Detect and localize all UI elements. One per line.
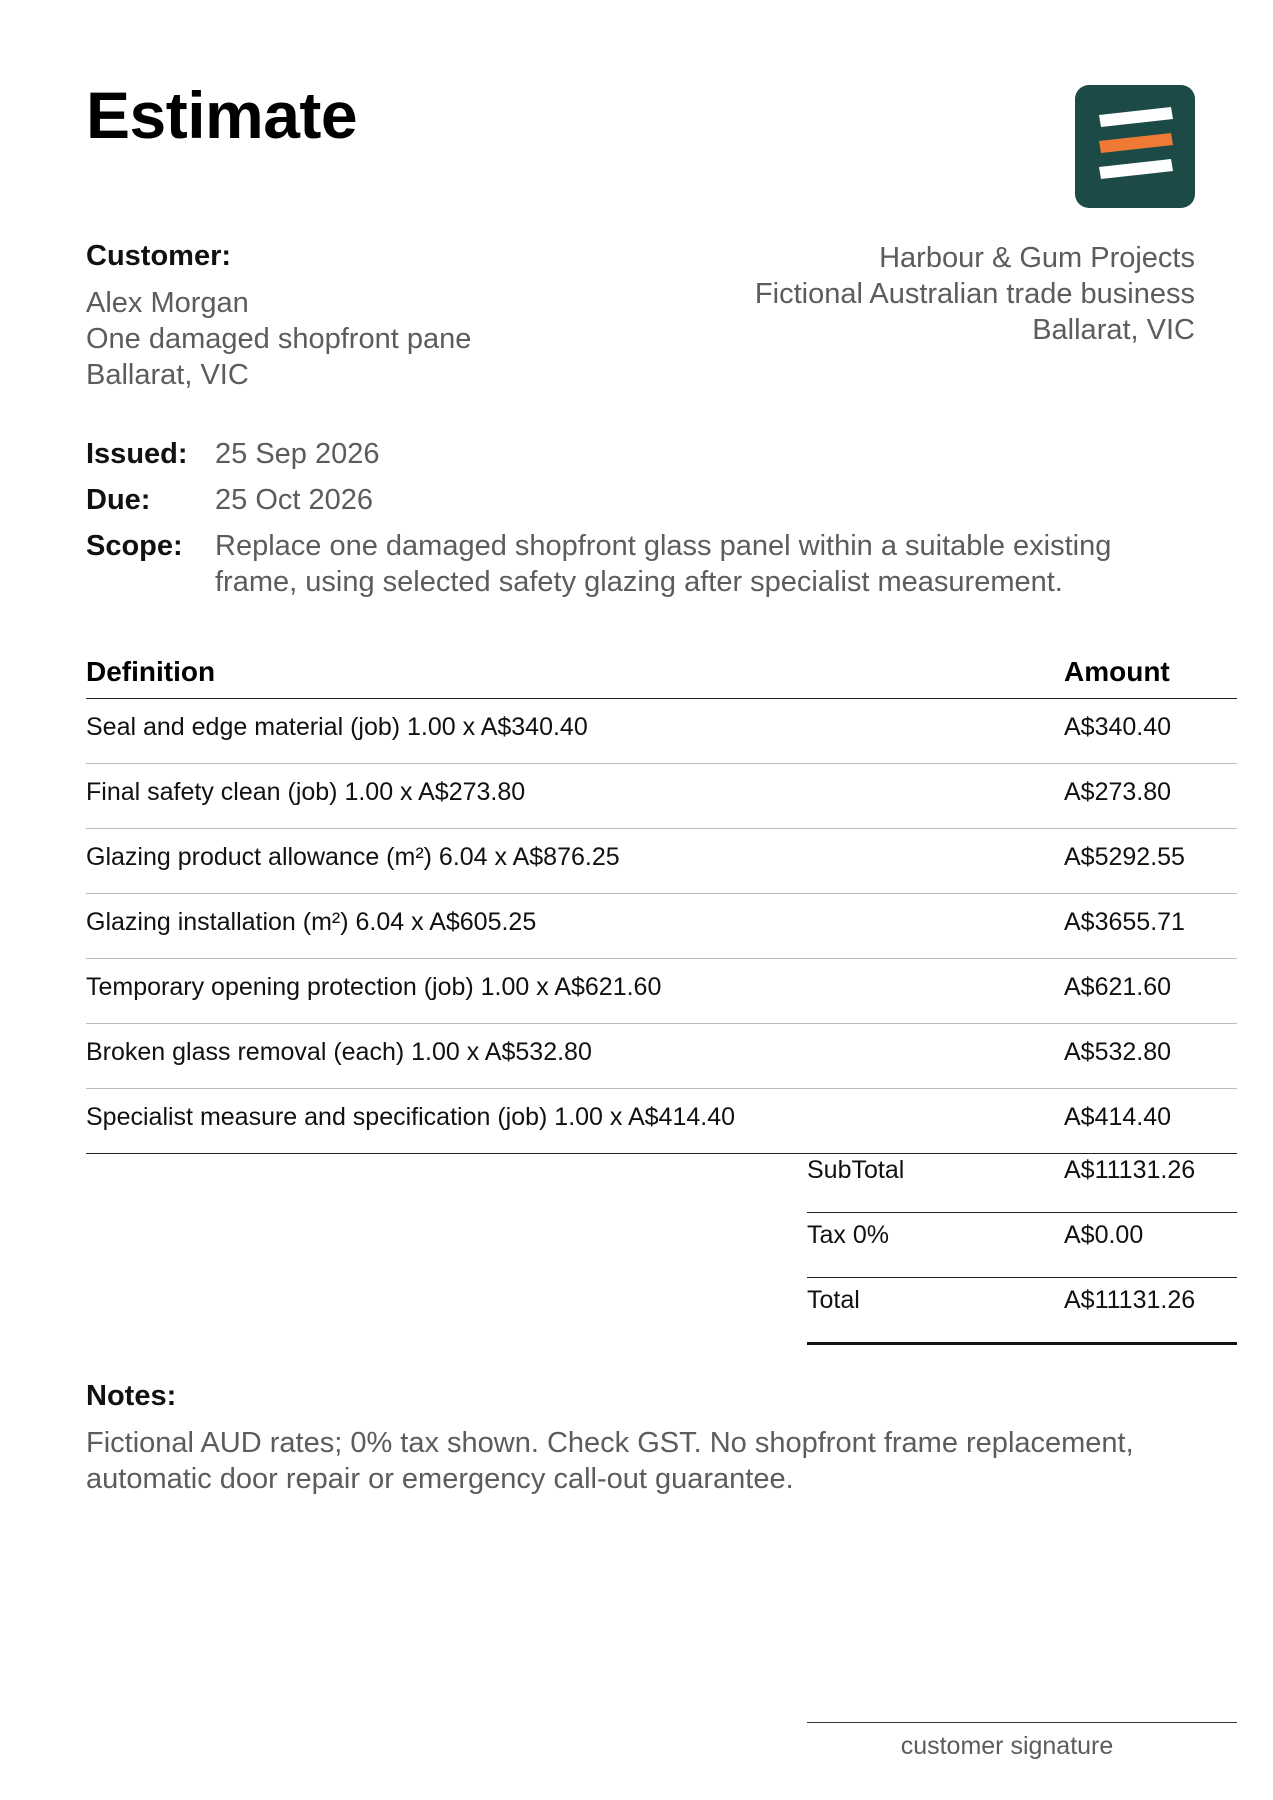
line-items-table — [86, 654, 1237, 1154]
row-definition: Temporary opening protection (job) 1.00 x A$621.60 — [86, 973, 662, 1001]
tax-value: A$0.00 — [1064, 1221, 1144, 1249]
business-details — [595, 240, 1195, 348]
notes-label: Notes: — [86, 1380, 177, 1412]
scope-line-2: frame, using selected safety glazing after specialist measurement. — [215, 566, 1063, 598]
customer-name: Alex Morgan — [86, 287, 249, 319]
row-amount: A$532.80 — [1064, 1038, 1172, 1066]
row-definition: Glazing installation (m²) 6.04 x A$605.25 — [86, 908, 537, 936]
table-row — [86, 1024, 1237, 1089]
company-logo — [1075, 85, 1195, 208]
business-tagline: Fictional Australian trade business — [754, 278, 1195, 310]
due-row — [86, 482, 1236, 522]
table-row — [86, 894, 1237, 959]
business-name: Harbour & Gum Projects — [879, 242, 1195, 274]
total-value: A$11131.26 — [1064, 1286, 1196, 1314]
table-row — [86, 829, 1237, 894]
signature-label: customer signature — [900, 1732, 1114, 1760]
totals-block — [807, 1148, 1237, 1345]
due-label: Due: — [86, 484, 151, 516]
row-amount: A$621.60 — [1064, 973, 1172, 1001]
scope-row — [86, 528, 1236, 604]
total-row — [807, 1278, 1237, 1345]
notes-line-2: automatic door repair or emergency call-out guarantee. — [86, 1463, 794, 1495]
header-definition: Definition — [86, 656, 216, 687]
customer-location: Ballarat, VIC — [86, 359, 249, 391]
table-row — [86, 1089, 1237, 1154]
customer-label: Customer: — [86, 240, 232, 272]
subtotal-row — [807, 1148, 1237, 1213]
table-header — [86, 654, 1237, 699]
table-row — [86, 959, 1237, 1024]
header-amount: Amount — [1064, 656, 1170, 687]
scope-label: Scope: — [86, 530, 183, 562]
subtotal-label: SubTotal — [807, 1156, 905, 1184]
signature-line — [807, 1722, 1237, 1723]
total-label: Total — [807, 1286, 860, 1314]
customer-description: One damaged shopfront pane — [86, 323, 472, 355]
table-row — [86, 699, 1237, 764]
row-amount: A$5292.55 — [1064, 843, 1185, 871]
tax-row — [807, 1213, 1237, 1278]
row-definition: Specialist measure and specification (job) 1.00 x A$414.40 — [86, 1103, 735, 1131]
scope-text — [215, 528, 1215, 600]
notes-line-1: Fictional AUD rates; 0% tax shown. Check GST. No shopfront frame replacement, — [86, 1427, 1134, 1459]
document-title: Estimate — [86, 78, 358, 152]
row-amount: A$3655.71 — [1064, 908, 1185, 936]
issued-label: Issued: — [86, 438, 188, 470]
due-value: 25 Oct 2026 — [215, 484, 373, 516]
scope-line-1: Replace one damaged shopfront glass panel within a suitable existing — [215, 530, 1112, 562]
table-row — [86, 764, 1237, 829]
issued-value: 25 Sep 2026 — [215, 438, 380, 470]
row-amount: A$273.80 — [1064, 778, 1172, 806]
row-definition: Seal and edge material (job) 1.00 x A$340.40 — [86, 713, 588, 741]
row-definition: Broken glass removal (each) 1.00 x A$532.80 — [86, 1038, 592, 1066]
row-amount: A$340.40 — [1064, 713, 1172, 741]
subtotal-value: A$11131.26 — [1064, 1156, 1196, 1184]
notes-text — [86, 1425, 1236, 1497]
row-definition: Final safety clean (job) 1.00 x A$273.80 — [86, 778, 526, 806]
row-definition: Glazing product allowance (m²) 6.04 x A$876.25 — [86, 843, 620, 871]
row-amount: A$414.40 — [1064, 1103, 1172, 1131]
tax-label: Tax 0% — [807, 1221, 889, 1249]
customer-details — [86, 285, 471, 393]
issued-row — [86, 436, 1236, 476]
business-location: Ballarat, VIC — [1032, 314, 1195, 346]
